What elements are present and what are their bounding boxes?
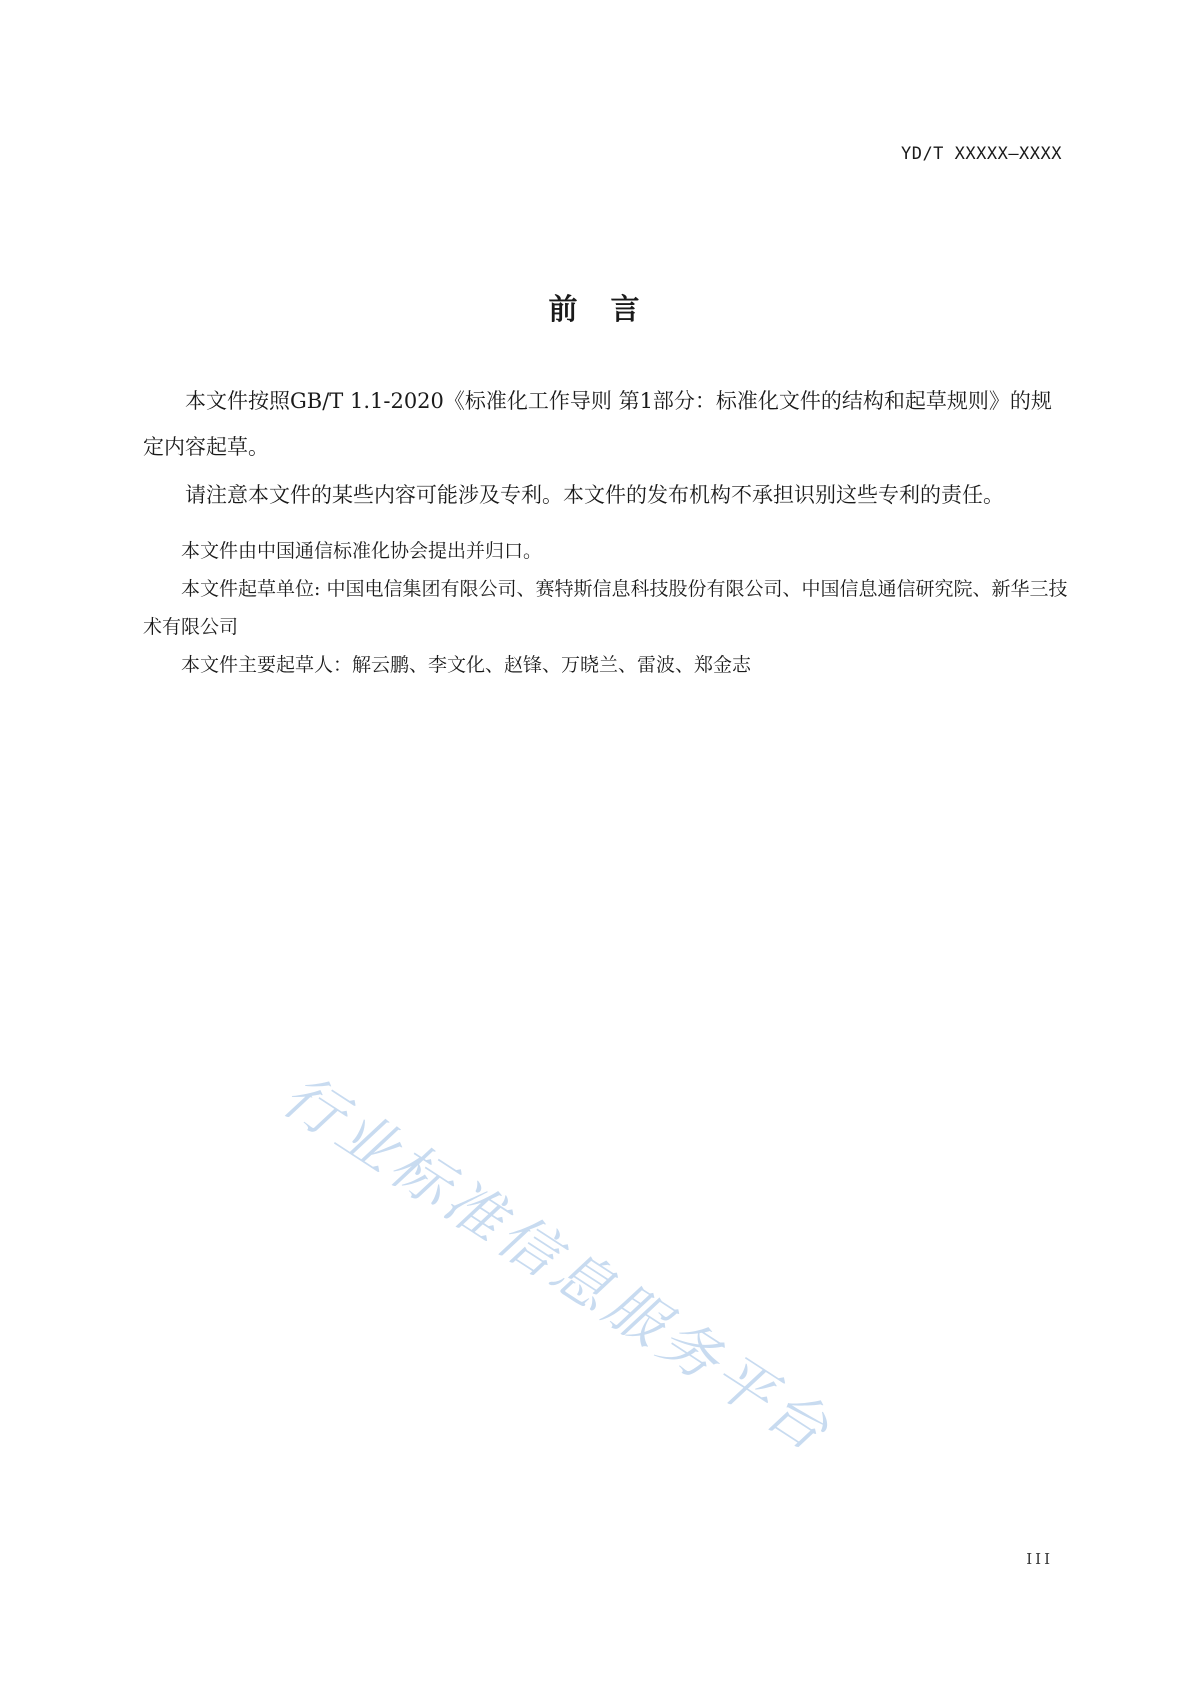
- paragraph-drafting-units: 本文件起草单位: 中国电信集团有限公司、赛特斯信息科技股份有限公司、中国信息通信研究院、新华三技术有限公司: [143, 578, 1068, 638]
- page-title: 前 言: [548, 292, 642, 327]
- paragraph-patent-notice: 请注意本文件的某些内容可能涉及专利。本文件的发布机构不承担识别这些专利的责任。: [185, 483, 1004, 507]
- watermark: 行业标准信息服务平台: [270, 1060, 845, 1467]
- paragraph-drafting-rules: 本文件按照GB/T 1.1-2020《标准化工作导则 第1部分：标准化文件的结构和起草规则》的规定内容起草。: [143, 389, 1052, 459]
- paragraph-drafters: 本文件主要起草人：解云鹏、李文化、赵锋、万晓兰、雷波、郑金志: [181, 654, 752, 676]
- page-number: III: [1026, 1550, 1053, 1568]
- paragraph-proposer: 本文件由中国通信标准化协会提出并归口。: [181, 540, 543, 562]
- foreword-body: [143, 378, 1071, 684]
- document-code: YD/T XXXXX—XXXX: [900, 144, 1062, 164]
